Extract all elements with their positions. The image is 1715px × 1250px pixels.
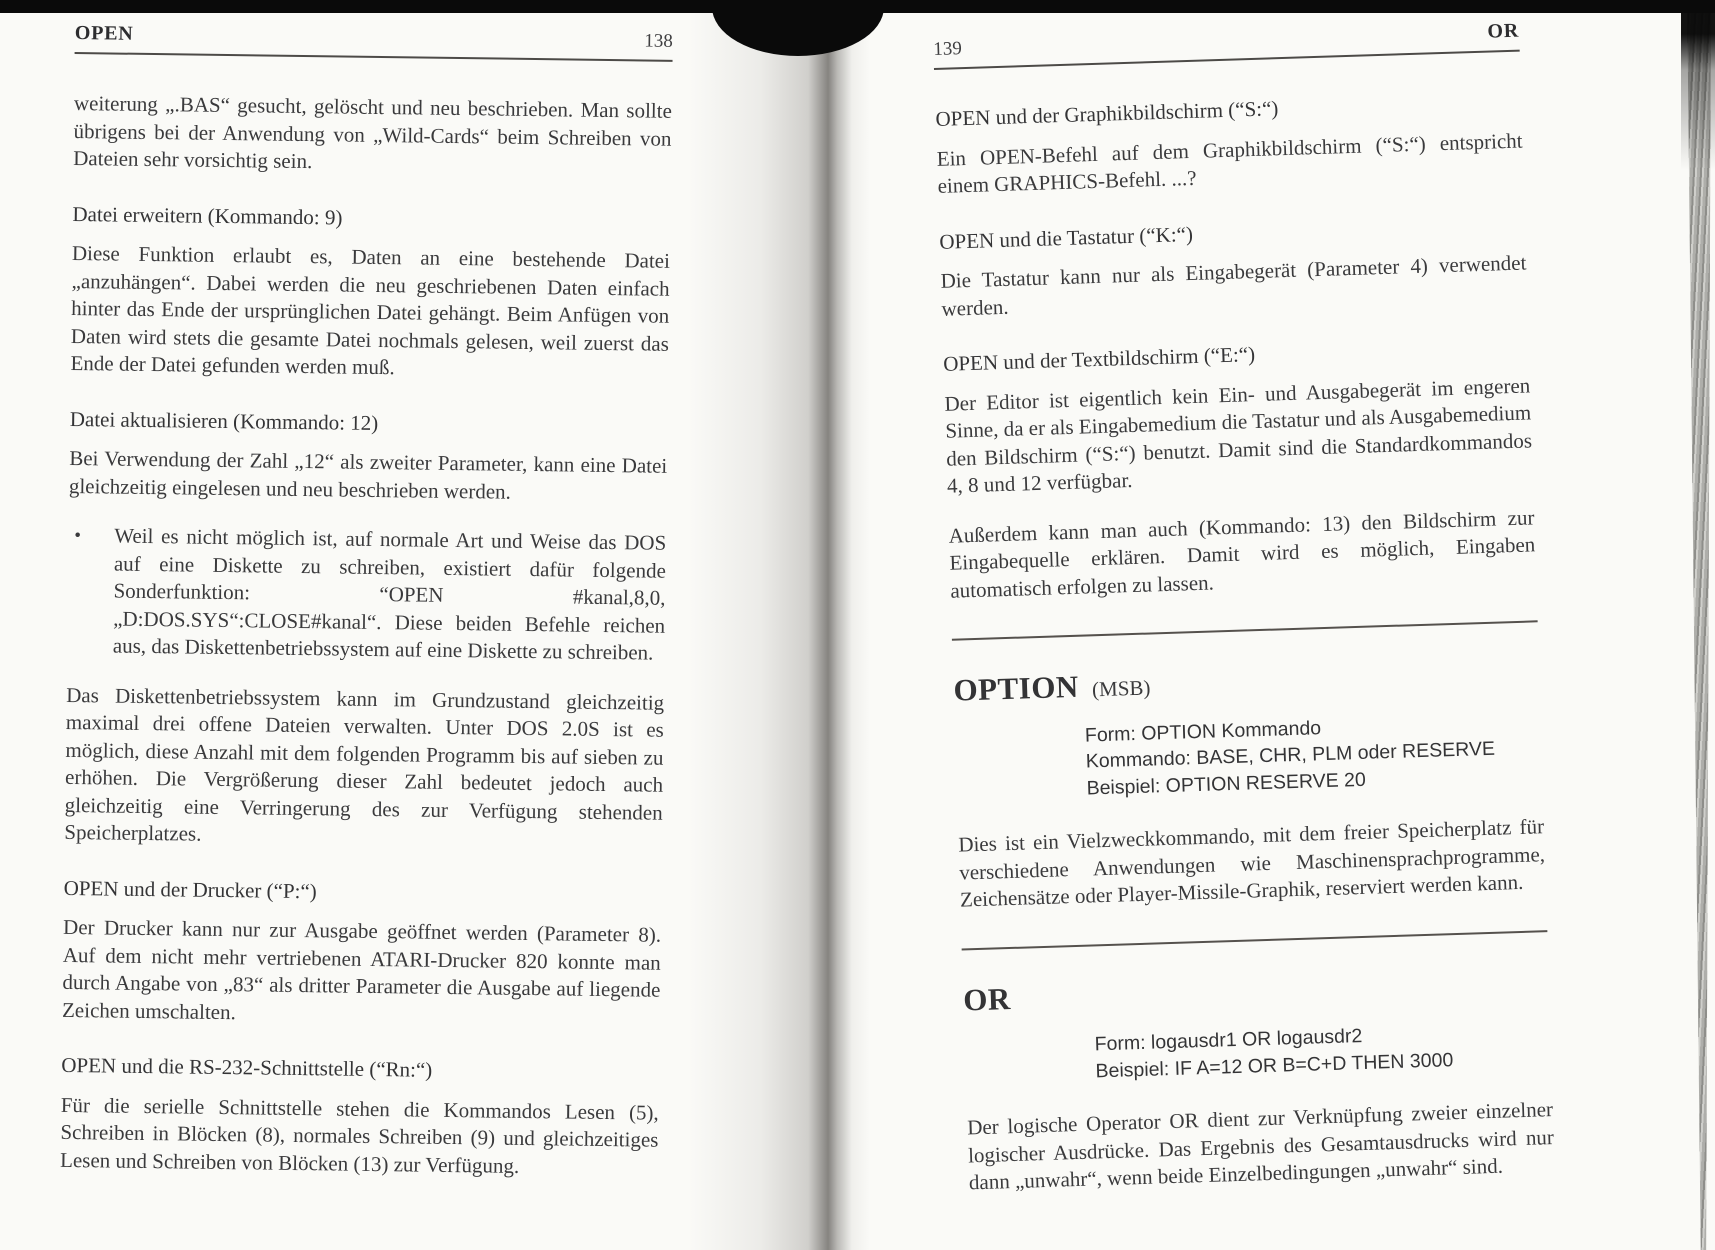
book-gutter-shadow bbox=[688, 0, 870, 1250]
page-stack-edge-shadow bbox=[1681, 0, 1715, 170]
subheading-graphikbildschirm: OPEN und der Graphikbildschirm (“S:“) bbox=[935, 96, 1279, 131]
paragraph-ausserdem: Außerdem kann man auch (Kommando: 13) den Bildschirm zur Eingabequelle erklären. Damit wird es möglich, Eingaben automatisch erfolgen zu lassen. bbox=[948, 504, 1536, 603]
option-entry-heading bbox=[953, 658, 1540, 708]
paragraph-graphikbildschirm: Ein OPEN-Befehl auf dem Graphikbildschirm (“S:“) entspricht einem GRAPHICS-Befehl. ...? bbox=[936, 128, 1523, 198]
paragraph-dos: Das Diskettenbetriebssystem kann im Grundzustand gleichzeitig maximal drei offene Dateien verwalten. Unter DOS 2.0S ist es möglich, diese Anzahl mit dem folgenden Programm bis auf sieben zu erhöhen. Die Vergrößerung dieser Zahl bedeutet jedoch auch gleichzeitig eine Verringerung des zur Verfügung stehenden Speicherplatzes. bbox=[64, 682, 665, 846]
paragraph-datei-aktualisieren: Bei Verwendung der Zahl „12“ als zweiter Parameter, kann eine Datei gleichzeitig eingelesen und neu beschrieben werden. bbox=[68, 445, 668, 504]
paragraph-weiterung: weiterung „.BAS“ gesucht, gelöscht und neu beschrieben. Man sollte übrigens bei der Anwendung von „Wild-Cards“ beim Schreiben von Dateien sehr vorsichtig sein. bbox=[73, 90, 673, 174]
option-entry-title: OPTION bbox=[952, 668, 1080, 708]
left-page-header bbox=[75, 22, 673, 62]
right-running-title: OR bbox=[1487, 19, 1520, 43]
subheading-rs232: OPEN und die RS-232-Schnittstelle (“Rn:“) bbox=[61, 1052, 433, 1082]
left-page-body bbox=[60, 90, 672, 1182]
or-beispiel-line: Beispiel: IF A=12 OR B=C+D THEN 3000 bbox=[1095, 1048, 1454, 1082]
or-form-line: Form: logausdr1 OR logausdr2 bbox=[1094, 1025, 1363, 1056]
or-spec-block bbox=[964, 1017, 1551, 1088]
paragraph-drucker: Der Drucker kann nur zur Ausgabe geöffnet werden (Parameter 8). Auf dem nicht mehr vertriebenen ATARI-Drucker 820 konnte man durch Angabe von „83“ als dritter Parameter die Ausgabe auf liegende Zeichen umschalten. bbox=[61, 914, 662, 1024]
paragraph-option-body: Dies ist ein Vielzweckkommando, mit dem freier Speicherplatz für verschiedene Anwendungen wie Maschinensprachprogramme, Zeichensätze oder Player-Missile-Graphik, reserviert werden kann. bbox=[957, 814, 1546, 912]
right-page-body bbox=[935, 88, 1555, 1197]
subheading-textbildschirm: OPEN und der Textbildschirm (“E:“) bbox=[942, 342, 1256, 376]
paragraph-textbildschirm: Der Editor ist eigentlich kein Ein- und Ausgabegerät im engeren Sinne, da er als Eingabemedium die Tastatur und als Ausgabemedium den Bildschirm (“S:“) benutzt. Damit sind die Standardkommandos 4, 8 und 12 verfügbar. bbox=[944, 372, 1533, 498]
option-form-line: Form: OPTION Kommando bbox=[1084, 716, 1322, 747]
paragraph-rs232: Für die serielle Schnittstelle stehen die Kommandos Lesen (5), Schreiben in Blöcken (8), normales Schreiben (9) und gleichzeitiges Lesen und Schreiben von Blöcken (13) zur Verfügung. bbox=[59, 1092, 659, 1178]
subheading-datei-aktualisieren: Datei aktualisieren (Kommando: 12) bbox=[69, 406, 379, 435]
left-page-number: 138 bbox=[644, 30, 673, 52]
option-beispiel-line: Beispiel: OPTION RESERVE 20 bbox=[1086, 768, 1367, 800]
right-page-number: 139 bbox=[933, 38, 963, 60]
left-running-title: OPEN bbox=[74, 22, 134, 45]
bullet-list-item bbox=[67, 522, 667, 667]
or-entry-heading bbox=[963, 968, 1550, 1018]
option-entry-qualifier: (MSB) bbox=[1091, 675, 1151, 702]
section-divider bbox=[952, 620, 1538, 640]
option-spec-block bbox=[955, 708, 1543, 806]
option-kommando-line: Kommando: BASE, CHR, PLM oder RESERVE bbox=[1085, 737, 1496, 773]
section-divider bbox=[962, 930, 1548, 950]
paragraph-tastatur: Die Tastatur kann nur als Eingabegerät (Parameter 4) verwendet werden. bbox=[940, 250, 1527, 321]
paragraph-or-body: Der logische Operator OR dient zur Verknüpfung zweier einzelner logischer Ausdrücke. Das Ergebnis des Gesamtausdrucks wird nur dann „unwahr“, wenn beide Einzelbedingungen „unwahr“ sind. bbox=[966, 1097, 1555, 1195]
subheading-tastatur: OPEN und die Tastatur (“K:“) bbox=[939, 221, 1194, 254]
subheading-datei-erweitern: Datei erweitern (Kommando: 9) bbox=[72, 201, 343, 230]
bullet-item-text: Weil es nicht möglich ist, auf normale Art und Weise das DOS auf eine Diskette zu schreiben, existiert dafür folgende Sonderfunktion: “OPEN #kanal,8,0,„D:DOS.SYS“:CLOSE#kanal“. Diese beiden Befehle reichen aus, das Diskettenbetriebssystem auf eine Diskette zu schreiben. bbox=[112, 523, 667, 665]
or-entry-title: OR bbox=[962, 980, 1012, 1018]
paragraph-datei-erweitern: Diese Funktion erlaubt es, Daten an eine bestehende Datei „anzuhängen“. Dabei werden die neu geschriebenen Daten einfach hinter das Ende der ursprünglichen Datei gehängt. Beim Anfügen von Daten wird stets die gesamte Datei nochmals gelesen, weil zuerst das Ende der Datei gefunden werden muß. bbox=[70, 240, 671, 380]
right-page bbox=[933, 20, 1556, 1219]
bullet-icon: • bbox=[74, 525, 82, 547]
left-page bbox=[60, 22, 673, 1204]
subheading-drucker: OPEN und der Drucker (“P:“) bbox=[63, 875, 317, 903]
